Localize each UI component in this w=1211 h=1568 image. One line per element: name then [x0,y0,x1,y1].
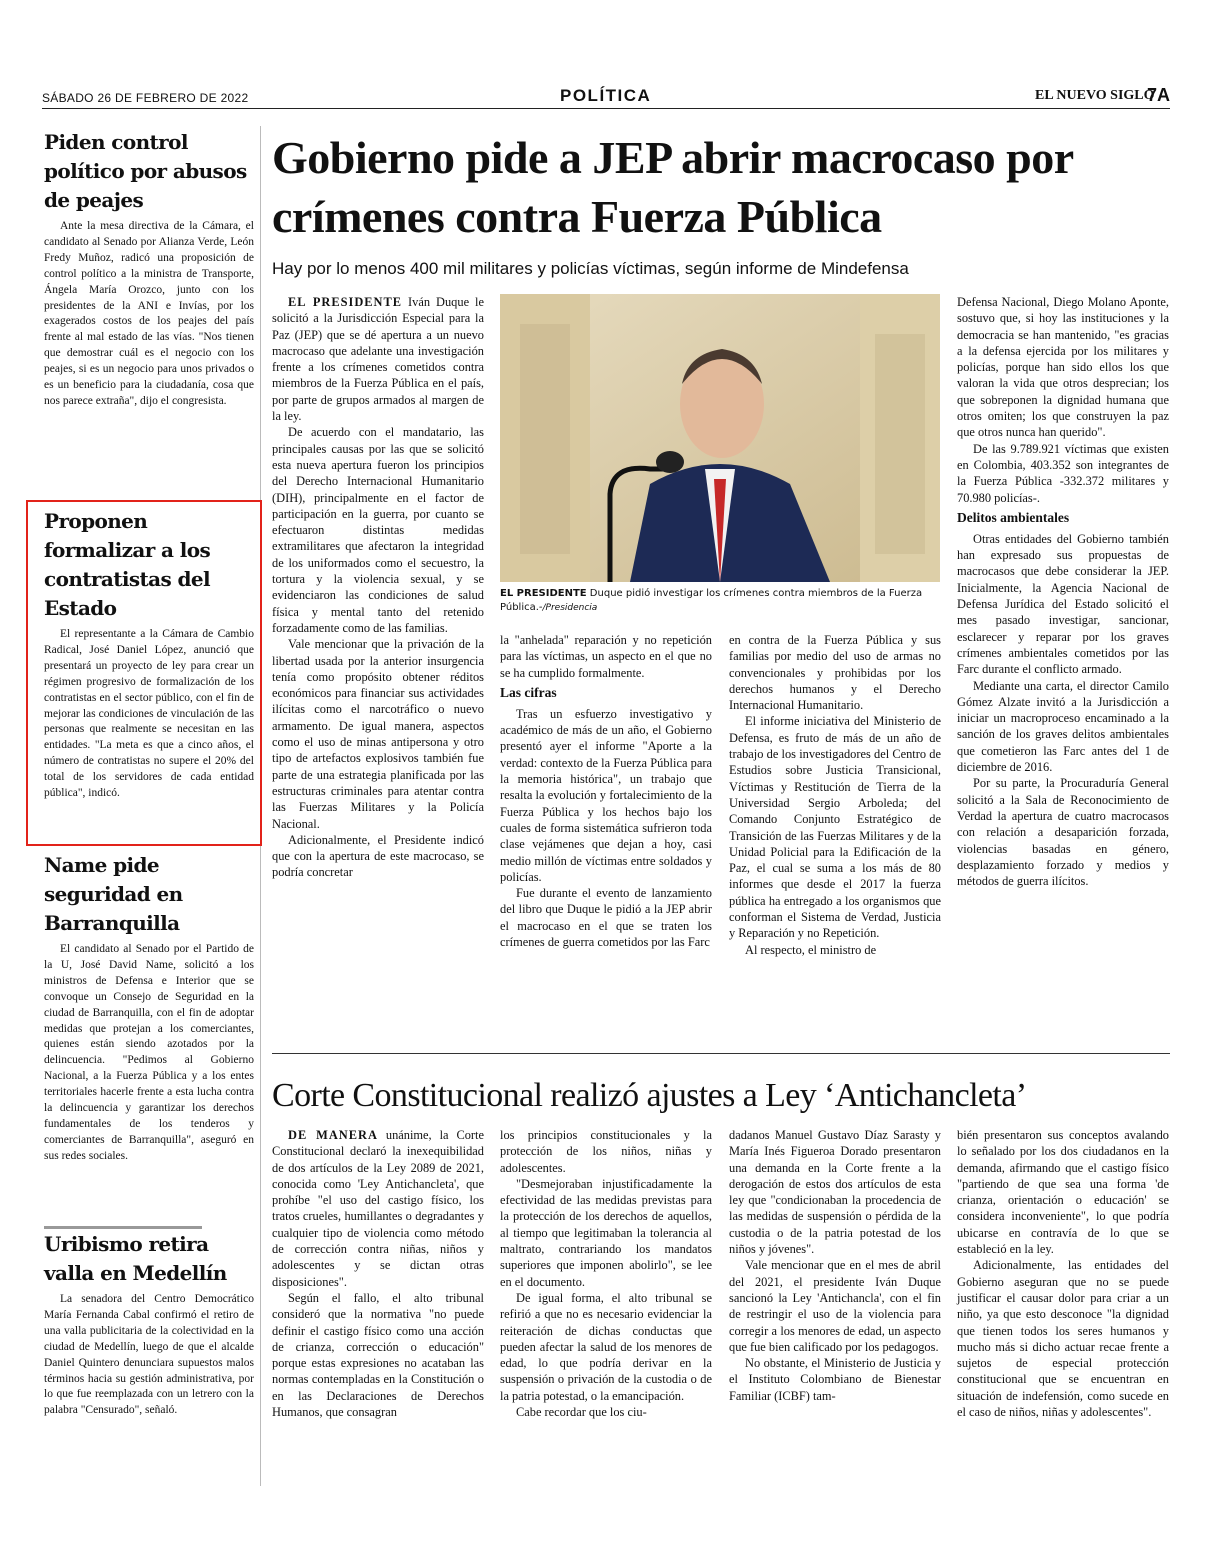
brief-body: El candidato al Senado por el Partido de la U, José David Name, solicitó a los ministros de Defensa e Interior que se convoque un Consejo de Seguridad en la ciudad de Barranquilla, con el fin de adoptar medidas que protejan a los comerciantes, quienes están siendo azotados por la delincuencia. "Pedimos al Gobierno Nacional, a la Fuerza Pública y a los entes territoriales hacerle frente a esta lucha contra la delincuencia y garantizar los derechos fundamentales de los tenderos y comerciantes de Barranquilla", aseguró en sus redes sociales. [44,943,254,1162]
president-photo-graphic [500,294,940,582]
page-number: 7A [1147,85,1171,105]
paragraph: De igual forma, el alto tribunal se refirió a que no es necesario evidenciar la reiteración de dichas conductas que pueden afectar la salud de los menores de edad, lo que podría derivar en la suspensión o privación de la custodia o de la patria potestad, o la emancipación. [500,1290,712,1403]
paragraph: Adicionalmente, el Presidente indicó que con la apertura de este macrocaso, se podría concretar [272,832,484,880]
paragraph: Otras entidades del Gobierno también han expresado sus propuestas de macrocasos que debe considerar la JEP. Inicialmente, la Agencia Nacional de Defensa Jurídica del Estado solicitó el mes pasado investigar, sancionar, esclarecer y reparar por los graves crímenes ambientales cometidos por las Farc durante el conflicto armado. [957,531,1169,677]
paragraph: la "anhelada" reparación y no repetición para las víctimas, un aspecto en el que no se ha cumplido formalmente. [500,633,712,680]
paragraph: Tras un esfuerzo investigativo y académico de más de un año, el Gobierno presentó ayer el informe "Aporte a la verdad: contexto de la Fuerza Pública para la memoria histórica", un trabajo que resalta la evolución y fortalecimiento de la Fuerza Pública y los hechos bajo los cuales de forma sistemática sufrieron toda clase vejámenes que dejan a hoy, casi medio millón de víctimas entre soldados y policías. [500,706,712,884]
paragraph: Por su parte, la Procuraduría General solicitó a la Sala de Reconocimiento de Verdad la apertura de cuatro macrocasos con relación a desaparición forzada, violencias basadas en género, desplazamiento forzado y medios y métodos de guerra ilícitos. [957,776,1169,889]
main-column-4 [957,294,1169,889]
caption-lead: EL PRESIDENTE [500,588,587,599]
brief-barranquilla [44,851,254,1165]
caption-credit: /Presidencia [542,603,598,613]
main-headline: Gobierno pide a JEP abrir macrocaso por crímenes contra Fuerza Pública [272,132,1073,242]
paragraph: Según el fallo, el alto tribunal consideró que la normativa "no puede definir el castigo físico como una acción de crianza, corrección o educación" porque estas expresiones no acataban las normas contempladas en la Constitución o en las Declaraciones de Derechos Humanos, que consagran [272,1290,484,1420]
paragraph: Al respecto, el ministro de [745,942,877,957]
paragraph: en contra de la Fuerza Pública y sus familias por medio del uso de armas no convencionales y prohibidas por los derechos humanos y el Derecho Internacional Humanitario. [729,633,941,713]
main-column-1 [272,294,484,881]
second-column-3 [729,1127,941,1404]
paragraph: Cabe recordar que los ciu- [516,1405,647,1420]
brief-separator [44,1226,202,1229]
issue-date: SÁBADO 26 DE FEBRERO DE 2022 [42,91,249,105]
lead-in: DE MANERA [288,1128,378,1142]
brief-body: Ante la mesa directiva de la Cámara, el candidato al Senado por Alianza Verde, León Fredy Muñoz, radicó una proposición de control político a la ministra de Transporte, Ángela María Orozco, junto con los presidentes de la ANI e Invías, por los exagerados costos de los peajes del país frente al mal estado de las vías. "Nos tienen que demostrar cuál es el negocio con los peajes, si es un negocio para unos privados o es un beneficio para la ciudadanía, cosa que nos parece extraña", dijo el congresista. [44,220,254,407]
paragraph: unánime, la Corte Constitucional declaró la inexequibilidad de dos artículos de la Ley 2089 de 2021, conocida como 'Ley Antichancleta', que prohíbe "el uso del castigo físico, los tratos crueles, humillantes o degradantes y cualquier tipo de violencia como método de corrección contra niñas, niños y adolescentes y se dictan otras disposiciones". [272,1128,484,1289]
paragraph: Vale mencionar que en el mes de abril del 2021, el presidente Iván Duque sancionó la Ley 'Antichancla', con el fin de restringir el uso de la violencia para corregir a los menores de edad, un aspecto que fue bien calificado por los pedagogos. [729,1258,941,1354]
header-rule [42,108,1170,109]
masthead: EL NUEVO SIGLO [1035,88,1155,103]
president-photo [500,294,940,582]
subhead: Las cifras [500,684,557,700]
paragraph: Iván Duque le solicitó a la Jurisdicción Especial para la Paz (JEP) que se dé apertura a un nuevo macrocaso que adelante una investigación frente a los crímenes cometidos contra miembros de la Fuerza Pública en el país, por parte de grupos armados al margen de la ley. [272,295,484,424]
second-column-1 [272,1127,484,1420]
brief-title: Uribismo retira valla en Medellín [44,1232,227,1285]
second-headline: Corte Constitucional realizó ajustes a Ley ‘Antichancleta’ [272,1077,1027,1114]
main-column-2 [500,632,712,950]
second-column-2 [500,1127,712,1420]
story-separator [272,1053,1170,1054]
subhead: Delitos ambientales [957,509,1070,525]
caption-text: Duque pidió investigar los crímenes contra miembros de la Fuerza Pública.- [500,588,923,613]
paragraph: Mediante una carta, el director Camilo Gómez Alzate invitó a la Jurisdicción a iniciar un macroproceso encaminado a la sanción de los graves delitos ambientales que cometieron las Farc antes del 1 de diciembre de 2016. [957,678,1169,775]
paragraph: "Desmejoraban injustificadamente la efectividad de las medidas previstas para la protección de los derechos de aquellos, al tiempo que legitimaban la tolerancia al maltrato, contrariando los mandatos superiores que imponen abolirlo", se lee en el documento. [500,1176,712,1289]
brief-peajes [44,128,254,410]
main-deck: Hay por lo menos 400 mil militares y policías víctimas, según informe de Mindefensa [272,259,909,278]
paragraph: No obstante, el Ministerio de Justicia y el Instituto Colombiano de Bienestar Familiar (ICBF) tam- [729,1356,941,1403]
brief-title: Name pide seguridad en Barranquilla [44,853,183,935]
paragraph: De las 9.789.921 víctimas que existen en Colombia, 403.352 son integrantes de la Fuerza Pública -332.372 militares y 70.980 policías-. [957,441,1169,505]
paragraph: bién presentaron sus conceptos avalando lo señalado por los dos ciudadanos en la demanda, afirmando que el castigo físico "partiendo de que sea una forma 'de crianza, orientación o educación' se considera inconveniente", lo que podría ubicarse en contravía de lo que se estableció en la ley. [957,1128,1169,1257]
second-column-4 [957,1127,1169,1420]
paragraph: El informe iniciativa del Ministerio de Defensa, es fruto de más de un año de trabajo de los investigadores del Centro de Estudios sobre Justicia Transicional, Víctimas y Restitución de Tierra de la Universidad Sergio Arboleda; del Comando Conjunto Estratégico de Transición de las Fuerzas Militares y de la Unidad Policial para la Edificación de la Paz, el cual se suma a los más de 80 informes que desde el 2017 la fuerza pública ha entregado a los organismos que conforman el Sistema de Verdad, Justicia y Reparación y no Repetición. [729,714,941,941]
section-name: POLÍTICA [560,86,652,105]
brief-title: Piden control político por abusos de peajes [44,130,247,212]
paragraph: dadanos Manuel Gustavo Díaz Sarasty y María Inés Figueroa Dorado presentaron una demanda en la Corte frente a la derogación de estos dos artículos de esta ley que "condicionaban la procedencia de las medidas de suspensión o pérdida de la custodia o de la patria potestad de los niños y jóvenes". [729,1128,941,1257]
brief-medellin [44,1230,254,1419]
photo-caption [500,587,940,615]
brief-body: El representante a la Cámara de Cambio Radical, José Daniel López, anunció que presentará un proyecto de ley para crear un régimen progresivo de formalización de los contratistas en el sector público, con el fin de mejorar las condiciones de vinculación de las personas que realmente se necesitan en las entidades. "La meta es que a cinco años, el número de contratistas no supere el 20% del total de los servidores de cada entidad pública", indicó. [44,628,254,800]
main-column-3 [729,632,941,958]
paragraph: Defensa Nacional, Diego Molano Aponte, sostuvo que, si hoy las instituciones y la democracia se han mantenido, "es gracias a la defensa ejercida por los militares y policías, porque han sido ellos los que valoran la vida que otros desprecian; los que sobreponen la dignidad humana que otros omiten; los que construyen la paz que otros nunca han querido". [957,295,1169,440]
brief-body: La senadora del Centro Democrático María Fernanda Cabal confirmó el retiro de una valla publicitaria de la colectividad en la ciudad de Medellín, luego de que el alcalde Daniel Quintero denunciara supuestos malos términos hacia su gestión administrativa, por lo que fue reemplazada con un letrero con la palabra "Censurado", señaló. [44,1293,254,1417]
paragraph: Fue durante el evento de lanzamiento del libro que Duque le pidió a la JEP abrir el macrocaso en el que se traten los crímenes de guerra cometidos por las Farc [500,886,712,950]
paragraph: De acuerdo con el mandatario, las principales causas por las que se solicitó esta nueva apertura fueron los principios del Derecho Internacional Humanitario (DIH), principalmente en el factor de participación en la guerra, por cuanto se efectuaron distintas medidas extramilitares que afectaron la integridad de los uniformados como el secuestro, la tortura y la violencia sexual, y se evidenciaron las condiciones de salud física y mental tanto del retenido forzadamente como de las familias. [272,425,484,635]
paragraph: los principios constitucionales y la protección de los niños, niñas y adolescentes. [500,1128,712,1175]
paragraph: Vale mencionar que la privación de la libertad usada por la anterior insurgencia tenía como propósito obtener réditos económicos para financiar sus actividades ilícitas como el narcotráfico o nuevo armamento. De igual manera, aspectos como el uso de minas antipersona y otro tipo de artefactos explosivos también fue parte de una estrategia planificada por las estructuras criminales para atentar contra las Fuerzas Militares y la Policía Nacional. [272,637,484,831]
brief-title: Proponen formalizar a los contratistas del Estado [44,509,211,620]
highlight-box [26,500,262,846]
lead-in: EL PRESIDENTE [288,295,403,309]
paragraph: Adicionalmente, las entidades del Gobierno aseguran que no se puede justificar el causar dolor para criar a un niño, ya que esto desconoce "la dignidad que tienen todos los seres humanos y mucho más si dicho actuar recae frente a sujetos de especial protección constitucional que se encuentran en situación de indefensión, como sucede en el caso de niños, niñas y adolescentes". [957,1258,1169,1420]
